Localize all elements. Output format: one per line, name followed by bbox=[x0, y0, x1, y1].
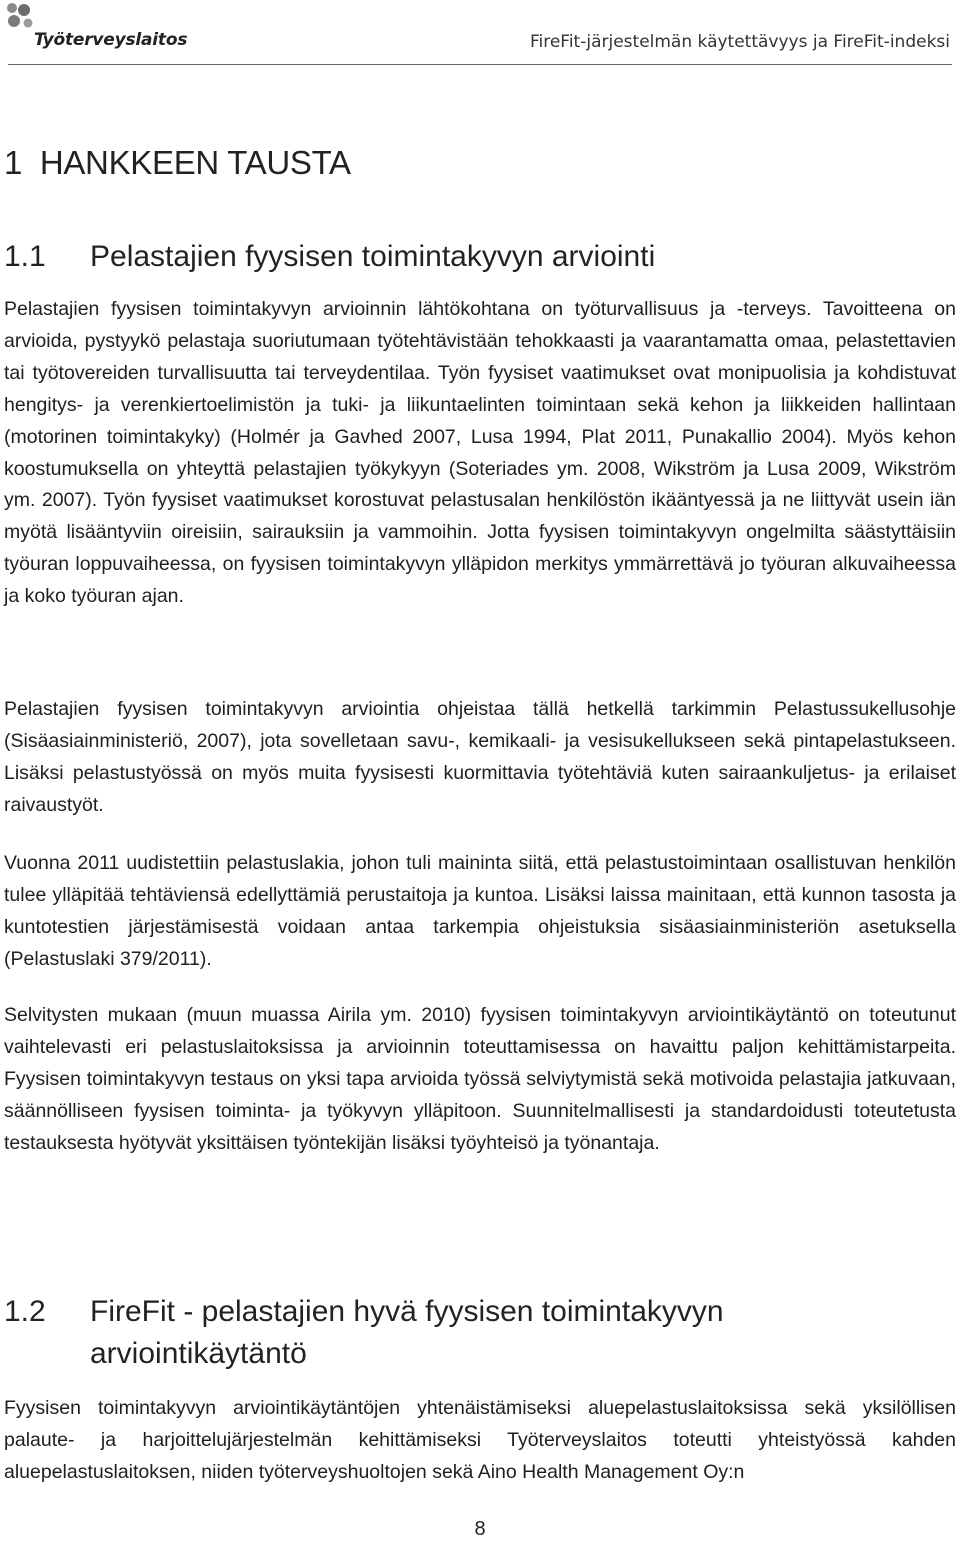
paragraph: Vuonna 2011 uudistettiin pelastuslakia, johon tuli maininta siitä, että pelastustoimintaan osallistuvan henkilön tulee ylläpitää tehtäviensä edellyttämiä perustaitoja ja kuntoa. Lisäksi laissa mainitaan, että kunnon tasosta ja kuntotestien järjestämisestä voidaan antaa tarkempia ohjeistuksia sisäasiainministeriön asetuksella (Pelastuslaki 379/2011). bbox=[4, 852, 956, 970]
header-divider bbox=[8, 64, 952, 65]
page-number: 8 bbox=[474, 1518, 486, 1540]
section-heading-1-2 bbox=[4, 1291, 724, 1375]
section-number: 1.2 bbox=[4, 1295, 46, 1328]
section-title: Pelastajien fyysisen toimintakyvyn arviointi bbox=[90, 240, 656, 273]
paragraph: Pelastajien fyysisen toimintakyvyn arviointia ohjeistaa tällä hetkellä tarkimmin Pelastussukellusohje (Sisäasiainministeriö, 2007), jota sovelletaan savu-, kemikaali- ja vesisukellukseen sekä pintapelastukseen. Lisäksi pelastustyössä on myös muita fyysisesti kuormittavia työtehtäviä kuten sairaankuljetus- ja erilaiset raivaustyöt. bbox=[4, 698, 956, 816]
logo-text: Työterveyslaitos bbox=[34, 30, 188, 50]
chapter-heading bbox=[4, 144, 351, 182]
chapter-number: 1 bbox=[4, 144, 23, 181]
section-heading-1-1 bbox=[4, 236, 656, 278]
chapter-title: HANKKEEN TAUSTA bbox=[39, 144, 351, 181]
running-title: FireFit-järjestelmän käytettävyys ja FireFit-indeksi bbox=[529, 32, 950, 52]
paragraph: Selvitysten mukaan (muun muassa Airila ym. 2010) fyysisen toimintakyvyn arviointikäytäntö on toteutunut vaihtelevasti eri pelastuslaitoksissa ja arvioinnin toteuttamisessa on havaittu paljon kehittämistarpeita. Fyysisen toimintakyvyn testaus on yksi tapa arvioida työssä selviytymistä sekä motivoida pelastajia jatkuvaan, säännölliseen fyysisen toiminta- ja työkyvyn ylläpitoon. Suunnitelmallisesti ja standardoidusti toteutetusta testauksesta hyötyvät yksittäisen työntekijän lisäksi työyhteisö ja työnantaja. bbox=[4, 1004, 956, 1154]
section-number: 1.1 bbox=[4, 240, 46, 273]
paragraph: Pelastajien fyysisen toimintakyvyn arvioinnin lähtökohtana on työturvallisuus ja -terveys. Tavoitteena on arvioida, pystyykö pelastaja suoriutumaan työtehtävistään tehokkaasti ja vaarantamatta omaa, pelastettavien tai työtovereiden turvallisuutta tai terveydentilaa. Työn fyysiset vaatimukset ovat monipuolisia ja kohdistuvat hengitys- ja verenkiertoelimistön ja tuki- ja liikuntaelinten toimintaan sekä kehon ja liikkeiden hallintaan (motorinen toimintakyky) (Holmér ja Gavhed 2007, Lusa 1994, Plat 2011, Punakallio 2004). Myös kehon koostumuksella on yhteyttä pelastajien työkykyyn (Soteriades ym. 2008, Wikström ja Lusa 2009, Wikström ym. 2007). Työn fyysiset vaatimukset korostuvat pelastusalan henkilöstön ikääntyessä ja ne liittyvät usein iän myötä lisääntyviin oireisiin, sairauksiin ja vammoihin. Jotta fyysisen toimintakyvyn ongelmilta säästyttäisiin työuran loppuvaiheessa, on fyysisen toimintakyvyn ylläpidon merkitys ymmärrettävä jo työuran alkuvaiheessa ja koko työuran ajan. bbox=[4, 298, 956, 608]
section-title: FireFit - pelastajien hyvä fyysisen toimintakyvyn arviointikäytäntö bbox=[90, 1295, 724, 1370]
page-header bbox=[0, 0, 960, 66]
paragraph: Fyysisen toimintakyvyn arviointikäytäntöjen yhtenäistämiseksi aluepelastuslaitoksissa sekä yksilöllisen palaute- ja harjoittelujärjestelmän kehittämiseksi Työterveyslaitos toteutti yhteistyössä kahden aluepelastuslaitoksen, niiden työterveyshuoltojen sekä Aino Health Management Oy:n bbox=[4, 1397, 956, 1483]
